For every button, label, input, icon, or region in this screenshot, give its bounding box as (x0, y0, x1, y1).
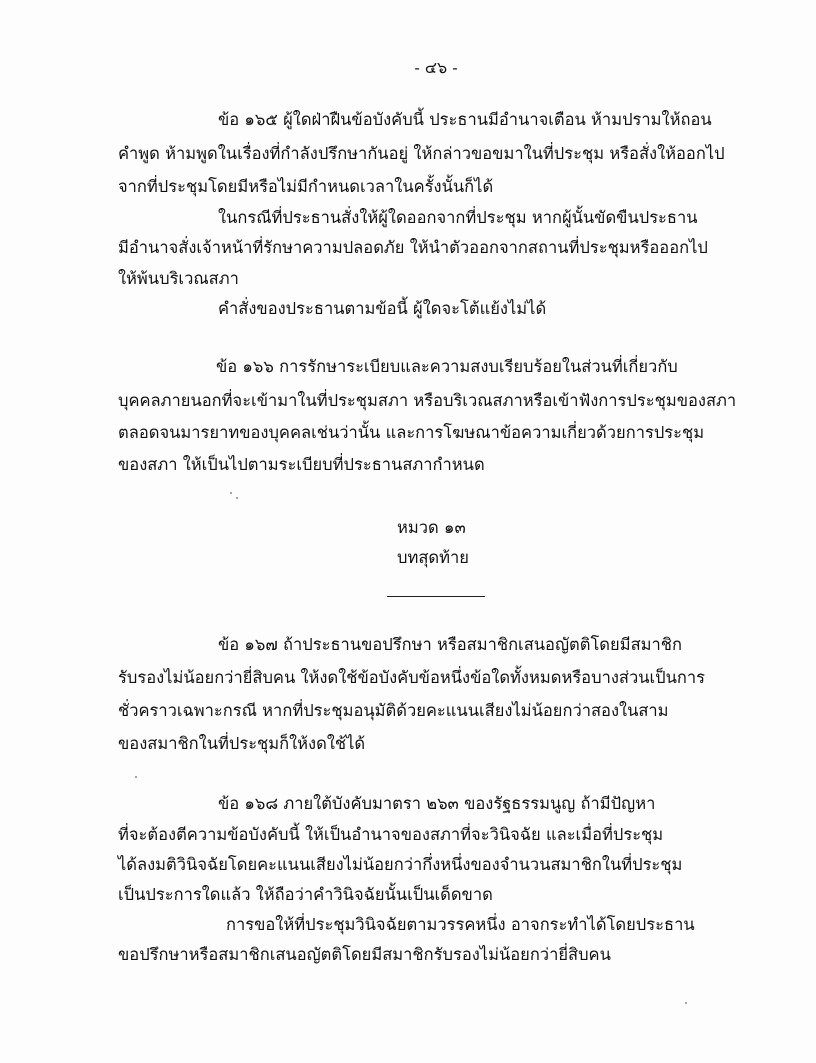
page-number: - ๔๖ - (414, 58, 458, 77)
scan-speck (230, 492, 232, 494)
section-166-line-4: ของสภา ให้เป็นไปตามระเบียบที่ประธานสภากำหนด (118, 455, 485, 474)
section-165-line-4: ในกรณีที่ประธานสั่งให้ผู้ใดออกจากที่ประชุม หากผู้นั้นขัดขืนประธาน (218, 208, 698, 227)
section-167-line-4: ของสมาชิกในที่ประชุมก็ให้งดใช้ได้ (118, 734, 366, 753)
section-165-line-6: ให้พ้นบริเวณสภา (118, 269, 239, 288)
section-165-line-2: คำพูด ห้ามพูดในเรื่องที่กำลังปรึกษากันอยู่ ให้กล่าวขอขมาในที่ประชุม หรือสั่งให้ออกไป (118, 144, 725, 163)
scan-speck (135, 776, 137, 778)
section-168-line-1: ข้อ ๑๖๘ ภายใต้บังคับมาตรา ๒๖๓ ของรัฐธรรมนูญ ถ้ามีปัญหา (218, 794, 656, 813)
section-166-line-3: ตลอดจนมารยาทของบุคคลเช่นว่านั้น และการโฆษณาข้อความเกี่ยวด้วยการประชุม (118, 423, 705, 442)
section-168-line-2: ที่จะต้องตีความข้อบังคับนี้ ให้เป็นอำนาจของสภาที่จะวินิจฉัย และเมื่อที่ประชุม (118, 825, 664, 844)
section-165-line-5: มีอำนาจสั่งเจ้าหน้าที่รักษาความปลอดภัย ให้นำตัวออกจากสถานที่ประชุมหรือออกไป (118, 238, 708, 257)
section-167-line-2: รับรองไม่น้อยกว่ายี่สิบคน ให้งดใช้ข้อบังคับข้อหนึ่งข้อใดทั้งหมดหรือบางส่วนเป็นการ (118, 668, 706, 687)
section-167-line-1: ข้อ ๑๖๗ ถ้าประธานขอปรึกษา หรือสมาชิกเสนอญัตติโดยมีสมาชิก (218, 635, 682, 654)
scan-speck (685, 1002, 687, 1004)
section-168-line-4: เป็นประการใดแล้ว ให้ถือว่าคำวินิจฉัยนั้นเป็นเด็ดขาด (118, 885, 493, 904)
chapter-heading: หมวด ๑๓ (397, 518, 466, 537)
section-165-line-3: จากที่ประชุมโดยมีหรือไม่มีกำหนดเวลาในครั้งนั้นก็ได้ (118, 177, 494, 196)
chapter-divider (387, 596, 485, 597)
section-165-line-1: ข้อ ๑๖๕ ผู้ใดฝ่าฝืนข้อบังคับนี้ ประธานมีอำนาจเตือน ห้ามปรามให้ถอน (218, 110, 712, 129)
section-166-line-1: ข้อ ๑๖๖ การรักษาระเบียบและความสงบเรียบร้อยในส่วนที่เกี่ยวกับ (216, 357, 678, 376)
section-167-line-3: ชั่วคราวเฉพาะกรณี หากที่ประชุมอนุมัติด้วยคะแนนเสียงไม่น้อยกว่าสองในสาม (118, 701, 669, 720)
section-168-line-3: ได้ลงมติวินิจฉัยโดยคะแนนเสียงไม่น้อยกว่ากึ่งหนึ่งของจำนวนสมาชิกในที่ประชุม (118, 855, 683, 874)
section-165-line-7: คำสั่งของประธานตามข้อนี้ ผู้ใดจะโต้แย้งไม่ได้ (218, 299, 547, 318)
section-168-line-5: การขอให้ที่ประชุมวินิจฉัยตามวรรคหนึ่ง อาจกระทำได้โดยประธาน (226, 915, 695, 934)
chapter-title: บทสุดท้าย (397, 548, 469, 567)
scan-speck (236, 497, 238, 499)
section-166-line-2: บุคคลภายนอกที่จะเข้ามาในที่ประชุมสภา หรือบริเวณสภาหรือเข้าฟังการประชุมของสภา (118, 391, 737, 410)
section-168-line-6: ขอปรึกษาหรือสมาชิกเสนอญัตติโดยมีสมาชิกรับรองไม่น้อยกว่ายี่สิบคน (118, 945, 611, 964)
